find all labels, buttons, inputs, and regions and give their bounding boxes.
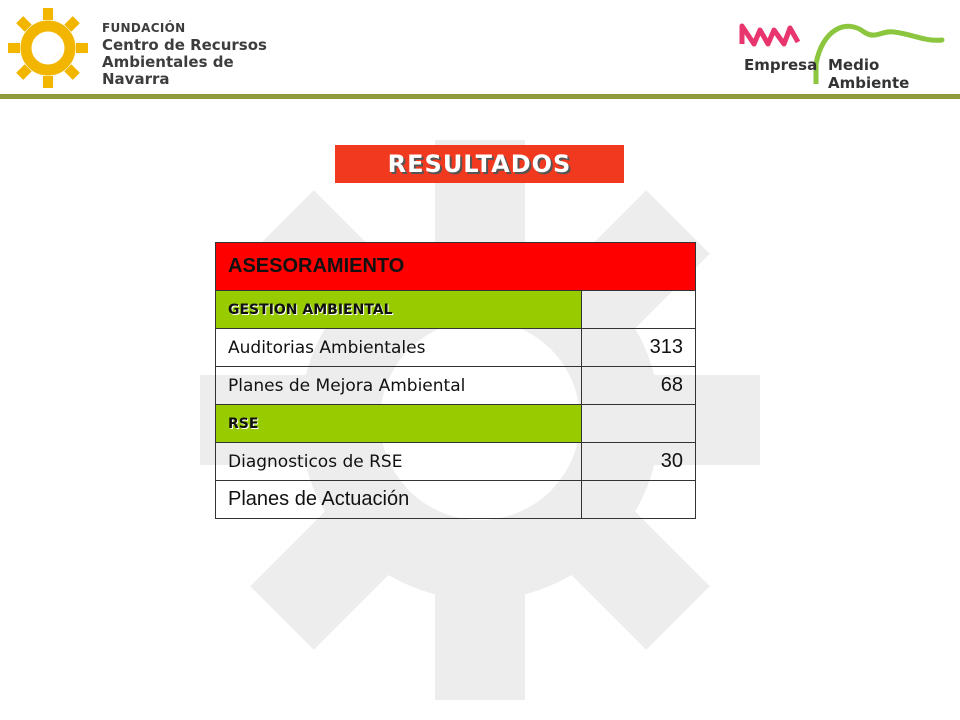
table-row [216, 481, 696, 519]
section-label-rse: RSE [216, 405, 582, 443]
table-header-row [216, 243, 696, 291]
header-divider [0, 94, 960, 99]
row-label-auditorias: Auditorias Ambientales [216, 329, 582, 367]
section-label-gestion-ambiental: GESTION AMBIENTAL [216, 291, 582, 329]
logo-line-3: Ambientales de Navarra [102, 53, 234, 88]
results-title-banner [335, 145, 624, 183]
results-table [215, 242, 696, 519]
row-value-planes-actuacion [582, 481, 696, 519]
table-row [216, 329, 696, 367]
logo-line-1: FUNDACIÓN [102, 21, 186, 35]
row-value-planes-mejora: 68 [582, 367, 696, 405]
crana-logo-text [102, 20, 286, 88]
table-row [216, 443, 696, 481]
sun-gear-icon [6, 6, 96, 90]
row-label-diagnosticos: Diagnosticos de RSE [216, 443, 582, 481]
table-header-asesoramiento: ASESORAMIENTO [216, 243, 696, 291]
crana-logo[interactable] [6, 6, 286, 90]
row-value-auditorias: 313 [582, 329, 696, 367]
section-value-empty [582, 291, 696, 329]
row-label-planes-mejora: Planes de Mejora Ambiental [216, 367, 582, 405]
section-row-gestion-ambiental [216, 291, 696, 329]
logo-word-medio-ambiente: Medio Ambiente [828, 56, 910, 92]
results-title: RESULTADOS [387, 150, 572, 178]
page-header [0, 0, 960, 100]
table-row [216, 367, 696, 405]
section-row-rse [216, 405, 696, 443]
empresa-medio-ambiente-logo[interactable] [736, 20, 950, 92]
logo-line-2: Centro de Recursos [102, 36, 267, 54]
logo-word-empresa: Empresa [744, 56, 818, 74]
row-value-diagnosticos: 30 [582, 443, 696, 481]
row-label-planes-actuacion: Planes de Actuación [216, 481, 582, 519]
section-value-empty [582, 405, 696, 443]
